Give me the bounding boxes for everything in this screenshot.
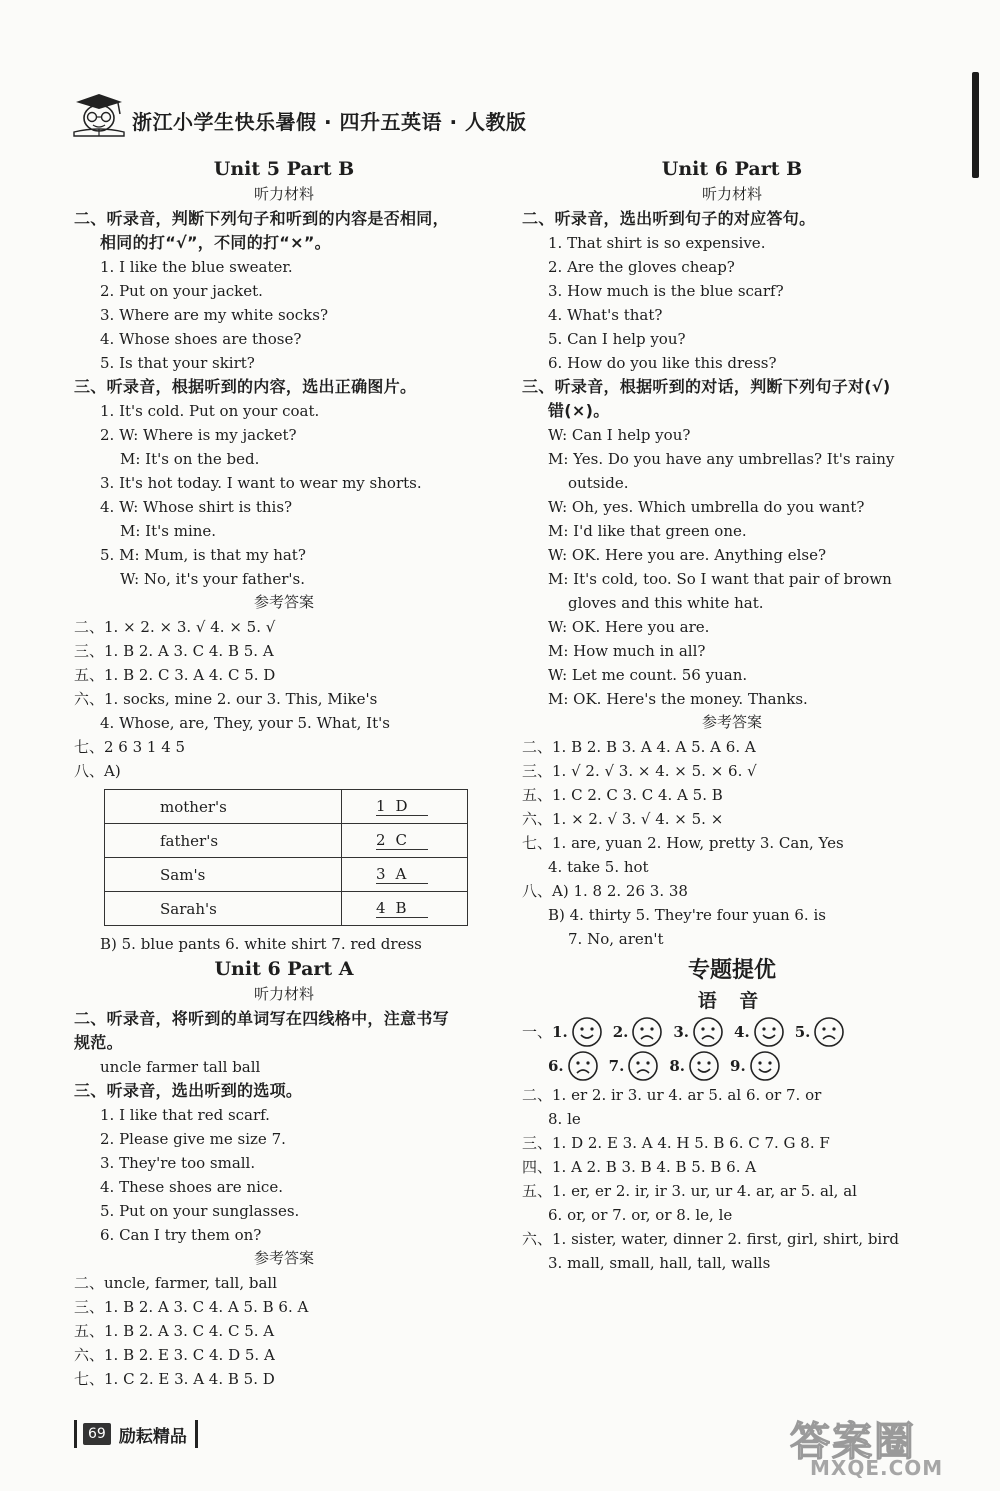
answer-line: 二、1. er 2. ir 3. ur 4. ar 5. al 6. or 7. or <box>522 1086 822 1104</box>
unit6b-listening-label: 听力材料 <box>701 185 762 203</box>
page-footer <box>74 1420 198 1448</box>
face-answer <box>609 1049 660 1083</box>
table-row <box>105 824 468 858</box>
sad-face-icon <box>631 1016 663 1048</box>
answer-line: 三、1. D 2. E 3. A 4. H 5. B 6. C 7. G 8. F <box>522 1134 830 1152</box>
table-cell: father's <box>105 824 342 858</box>
face-answer <box>669 1049 720 1083</box>
list-item: 2. Please give me size 7. <box>100 1130 286 1148</box>
happy-face-icon <box>688 1050 720 1082</box>
answer-line: 6. or, or 7. or, or 8. le, le <box>548 1206 733 1224</box>
list-item: 5. Is that your skirt? <box>100 354 255 372</box>
list-item: 5. Can I help you? <box>548 330 686 348</box>
list-item: 2. Are the gloves cheap? <box>548 258 735 276</box>
answer-key-label: 参考答案 <box>253 593 314 611</box>
answer-line: 七、1. C 2. E 3. A 4. B 5. D <box>74 1370 275 1388</box>
student-mascot-icon <box>70 92 128 138</box>
sad-face-icon <box>627 1050 659 1082</box>
dialog-line: W: OK. Here you are. <box>548 618 710 636</box>
answer-key-label: 参考答案 <box>253 1249 314 1267</box>
answer-key-label: 参考答案 <box>701 713 762 731</box>
table-cell: Sam's <box>105 858 342 892</box>
table-cell-letter: A <box>395 865 407 883</box>
dialog-line: W: OK. Here you are. Anything else? <box>548 546 826 564</box>
sad-face-icon <box>567 1050 599 1082</box>
list-item: 4. W: Whose shirt is this? <box>100 498 293 516</box>
unit5b-title: Unit 5 Part B <box>213 158 355 180</box>
word-list: uncle farmer tall ball <box>100 1058 261 1076</box>
dialog-line: W: Can I help you? <box>548 426 691 444</box>
dialog-line: M: It's cold, too. So I want that pair of brown <box>548 570 892 588</box>
section-heading: 规范。 <box>74 1033 123 1052</box>
section-heading: 相同的打“√”，不同的打“×”。 <box>100 233 331 252</box>
list-item: 4. Whose shoes are those? <box>100 330 302 348</box>
table-cell: Sarah's <box>105 892 342 926</box>
face-number: 1. <box>552 1023 568 1041</box>
answer-line: 五、1. C 2. C 3. C 4. A 5. B <box>522 786 723 804</box>
answer-line: 四、1. A 2. B 3. B 4. B 5. B 6. A <box>522 1158 757 1176</box>
answer-line: 8. le <box>548 1110 581 1128</box>
faces-row-2 <box>522 1049 942 1083</box>
page-number: 69 <box>83 1423 111 1445</box>
list-item: 4. What's that? <box>548 306 663 324</box>
unit6a-listening-label: 听力材料 <box>253 985 314 1003</box>
page-header <box>70 92 530 138</box>
table-row <box>105 858 468 892</box>
dialog-line: M: Yes. Do you have any umbrellas? It's rainy <box>548 450 895 468</box>
list-item: 5. M: Mum, is that my hat? <box>100 546 306 564</box>
list-item: 1. I like the blue sweater. <box>100 258 293 276</box>
list-item: 3. How much is the blue scarf? <box>548 282 784 300</box>
list-item: 1. I like that red scarf. <box>100 1106 270 1124</box>
sad-face-icon <box>813 1016 845 1048</box>
table-cell-number: 1 <box>376 797 386 815</box>
table-cell-letter: C <box>395 831 408 849</box>
brand-name: 励耘精品 <box>118 1426 187 1447</box>
list-item: 3. It's hot today. I want to wear my shorts. <box>100 474 422 492</box>
section-heading: 三、听录音，选出听到的选项。 <box>74 1081 303 1100</box>
answer-line: 二、1. B 2. B 3. A 4. A 5. A 6. A <box>522 738 756 756</box>
table-cell-letter: D <box>395 797 408 815</box>
dialog-line: gloves and this white hat. <box>568 594 764 612</box>
watermark-text: 答案圈 <box>790 1419 916 1465</box>
unit6a-title: Unit 6 Part A <box>214 958 354 980</box>
list-item: 4. These shoes are nice. <box>100 1178 283 1196</box>
section-heading: 三、听录音，根据听到的内容，选出正确图片。 <box>74 377 417 396</box>
table-cell-number: 4 <box>376 899 386 917</box>
footer-divider <box>195 1420 198 1448</box>
watermark-url: MXQE.COM <box>810 1456 944 1480</box>
list-item: 1. It's cold. Put on your coat. <box>100 402 320 420</box>
list-item: W: No, it's your father's. <box>120 570 305 588</box>
list-item: 2. W: Where is my jacket? <box>100 426 297 444</box>
answer-line: 4. Whose, are, They, your 5. What, It's <box>100 714 390 732</box>
table-cell <box>342 824 468 858</box>
faces-row-label: 一、 <box>522 1023 553 1041</box>
dialog-line: W: Let me count. 56 yuan. <box>548 666 748 684</box>
dialog-line: M: I'd like that green one. <box>548 522 747 540</box>
answer-line: 五、1. B 2. C 3. A 4. C 5. D <box>74 666 276 684</box>
list-item: 2. Put on your jacket. <box>100 282 263 300</box>
answer-table <box>104 789 468 926</box>
section-heading: 二、听录音，选出听到句子的对应答句。 <box>522 209 816 228</box>
answer-line: 三、1. B 2. A 3. C 4. A 5. B 6. A <box>74 1298 309 1316</box>
answer-line: 五、1. B 2. A 3. C 4. C 5. A <box>74 1322 275 1340</box>
section-heading: 错(×)。 <box>548 401 610 420</box>
face-number: 5. <box>794 1023 811 1041</box>
answer-line: B) 4. thirty 5. They're four yuan 6. is <box>548 906 826 924</box>
sad-face-icon <box>692 1016 724 1048</box>
answer-line: 三、1. √ 2. √ 3. × 4. × 5. × 6. √ <box>522 762 757 780</box>
watermark <box>790 1410 990 1485</box>
face-number: 3. <box>673 1023 690 1041</box>
list-item: 6. Can I try them on? <box>100 1226 262 1244</box>
answer-line: 二、1. × 2. × 3. √ 4. × 5. √ <box>74 618 276 636</box>
face-number: 8. <box>669 1057 686 1075</box>
answer-line: 六、1. × 2. √ 3. √ 4. × 5. × <box>522 810 724 828</box>
face-answer <box>552 1015 603 1049</box>
page-edge-mark <box>972 72 979 178</box>
face-number: 4. <box>734 1023 750 1041</box>
table-cell <box>342 790 468 824</box>
face-number: 9. <box>730 1057 746 1075</box>
left-column <box>74 156 494 1391</box>
list-item: 5. Put on your sunglasses. <box>100 1202 300 1220</box>
answer-line: 7. No, aren't <box>568 930 664 948</box>
table-cell-number: 2 <box>376 831 386 849</box>
faces-row-1 <box>522 1015 942 1049</box>
answer-line: 八、A) 1. 8 2. 26 3. 38 <box>522 882 688 900</box>
table-cell-number: 3 <box>376 865 386 883</box>
list-item: 3. They're too small. <box>100 1154 256 1172</box>
answer-line: 八、A) <box>74 762 121 780</box>
face-number: 7. <box>608 1057 625 1075</box>
face-answer <box>673 1015 724 1049</box>
happy-face-icon <box>749 1050 781 1082</box>
answer-line: 六、1. socks, mine 2. our 3. This, Mike's <box>74 690 378 708</box>
right-column <box>522 156 942 1275</box>
book-title: 浙江小学生快乐暑假 · 四升五英语 · 人教版 <box>132 110 527 134</box>
section-heading: 二、听录音，判断下列句子和听到的内容是否相同， <box>74 209 449 228</box>
answer-line: 五、1. er, er 2. ir, ir 3. ur, ur 4. ar, ar 5. al, al <box>522 1182 857 1200</box>
answer-line: 七、2 6 3 1 4 5 <box>74 738 186 756</box>
happy-face-icon <box>753 1016 785 1048</box>
face-answer <box>795 1015 846 1049</box>
dialog-line: outside. <box>568 474 629 492</box>
list-item: 6. How do you like this dress? <box>548 354 777 372</box>
answer-line: 六、1. B 2. E 3. C 4. D 5. A <box>74 1346 275 1364</box>
list-item: M: It's on the bed. <box>120 450 260 468</box>
answer-line: 七、1. are, yuan 2. How, pretty 3. Can, Yes <box>522 834 844 852</box>
table-row <box>105 790 468 824</box>
answer-line: 4. take 5. hot <box>548 858 649 876</box>
answer-line: 六、1. sister, water, dinner 2. first, girl, shirt, bird <box>522 1230 899 1248</box>
topic-title: 专题提优 <box>687 958 776 983</box>
table-cell <box>342 892 468 926</box>
table-row <box>105 892 468 926</box>
unit6b-title: Unit 6 Part B <box>661 158 803 180</box>
list-item: 1. That shirt is so expensive. <box>548 234 766 252</box>
answer-line: 3. mall, small, hall, tall, walls <box>548 1254 771 1272</box>
list-item: 3. Where are my white socks? <box>100 306 329 324</box>
dialog-line: W: Oh, yes. Which umbrella do you want? <box>548 498 865 516</box>
answer-line: 二、uncle, farmer, tall, ball <box>74 1274 277 1292</box>
section-heading: 二、听录音，将听到的单词写在四线格中，注意书写 <box>74 1009 449 1028</box>
answer-line: 三、1. B 2. A 3. C 4. B 5. A <box>74 642 274 660</box>
table-cell <box>342 858 468 892</box>
face-answer <box>613 1015 664 1049</box>
table-cell: mother's <box>105 790 342 824</box>
happy-face-icon <box>571 1016 603 1048</box>
face-number: 6. <box>548 1057 564 1075</box>
face-number: 2. <box>612 1023 629 1041</box>
unit5b-listening-label: 听力材料 <box>253 185 314 203</box>
table-cell-letter: B <box>395 899 407 917</box>
footer-divider <box>74 1420 77 1448</box>
answer-line: B) 5. blue pants 6. white shirt 7. red dress <box>100 935 422 953</box>
topic-subtitle: 语 音 <box>697 990 767 1012</box>
list-item: M: It's mine. <box>120 522 217 540</box>
face-answer <box>734 1015 785 1049</box>
dialog-line: M: How much in all? <box>548 642 706 660</box>
face-answer <box>548 1049 599 1083</box>
dialog-line: M: OK. Here's the money. Thanks. <box>548 690 808 708</box>
section-heading: 三、听录音，根据听到的对话，判断下列句子对(√) <box>522 377 891 396</box>
face-answer <box>730 1049 781 1083</box>
